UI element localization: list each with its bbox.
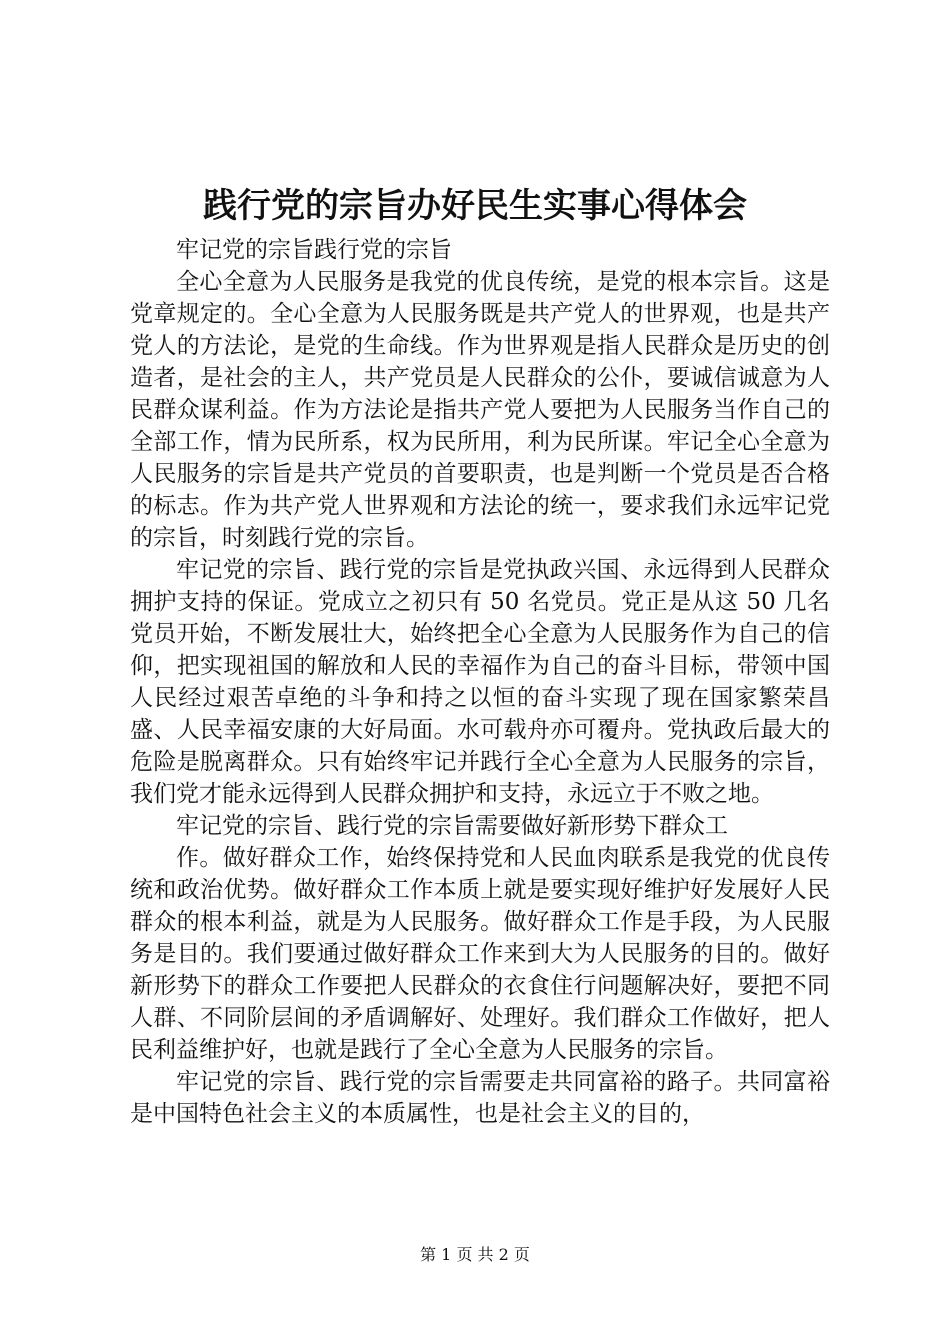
paragraph-3: 牢记党的宗旨、践行党的宗旨是党执政兴国、永远得到人民群众拥护支持的保证。党成立之初只有 50 名党员。党正是从这 50 几名党员开始，不断发展壮大，始终把全心全意为人民服务作为自己的信仰，把实现祖国的解放和人民的幸福作为自己的奋斗目标，带领中国人民经过艰苦卓绝的斗争和持之以恒的奋斗实现了现在国家繁荣昌盛、人民幸福安康的大好局面。水可载舟亦可覆舟。党执政后最大的危险是脱离群众。只有始终牢记并践行全心全意为人民服务的宗旨，我们党才能永远得到人民群众拥护和支持，永远立于不败之地。 [130, 557, 830, 807]
document-body [130, 234, 830, 1130]
paragraph-6: 牢记党的宗旨、践行党的宗旨需要走共同富裕的路子。共同富裕是中国特色社会主义的本质属性，也是社会主义的目的， [130, 1069, 830, 1127]
paragraph-4: 牢记党的宗旨、践行党的宗旨需要做好新形势下群众工 [176, 813, 728, 839]
paragraph-1: 牢记党的宗旨践行党的宗旨 [176, 237, 452, 263]
document-title: 践行党的宗旨办好民生实事心得体会 [203, 186, 747, 226]
paragraph-2: 全心全意为人民服务是我党的优良传统，是党的根本宗旨。这是党章规定的。全心全意为人民服务既是共产党人的世界观，也是共产党人的方法论，是党的生命线。作为世界观是指人民群众是历史的创造者，是社会的主人，共产党员是人民群众的公仆，要诚信诚意为人民群众谋利益。作为方法论是指共产党人要把为人民服务当作自己的全部工作，情为民所系，权为民所用，利为民所谋。牢记全心全意为人民服务的宗旨是共产党员的首要职责，也是判断一个党员是否合格的标志。作为共产党人世界观和方法论的统一，要求我们永远牢记党的宗旨，时刻践行党的宗旨。 [130, 269, 830, 551]
paragraph-5: 作。做好群众工作，始终保持党和人民血肉联系是我党的优良传统和政治优势。做好群众工作本质上就是要实现好维护好发展好人民群众的根本利益，就是为人民服务。做好群众工作是手段，为人民服务是目的。我们要通过做好群众工作来到大为人民服务的目的。做好新形势下的群众工作要把人民群众的衣食住行问题解决好，要把不同人群、不同阶层间的矛盾调解好、处理好。我们群众工作做好，把人民利益维护好，也就是践行了全心全意为人民服务的宗旨。 [130, 845, 830, 1063]
page-footer: 第 1 页 共 2 页 [420, 1245, 530, 1264]
